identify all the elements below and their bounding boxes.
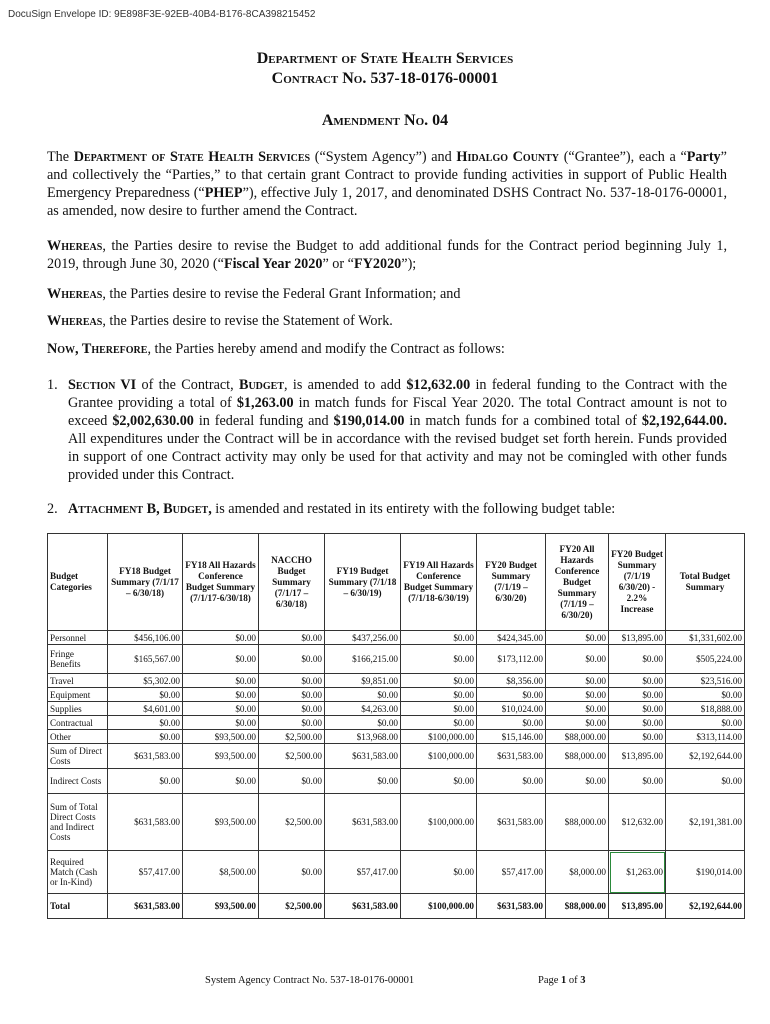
table-cell: $424,345.00 bbox=[477, 631, 546, 645]
column-header: FY19 All Hazards Conference Budget Summary (7/1/18-6/30/19) bbox=[401, 534, 477, 631]
column-header: FY20 Budget Summary (7/1/19 6/30/20) - 2.2% Increase bbox=[609, 534, 666, 631]
table-cell: $0.00 bbox=[546, 688, 609, 702]
table-cell: $57,417.00 bbox=[108, 851, 183, 894]
table-cell: $0.00 bbox=[477, 769, 546, 794]
table-cell: $631,583.00 bbox=[108, 794, 183, 851]
column-header: NACCHO Budget Summary (7/1/17 – 6/30/18) bbox=[259, 534, 325, 631]
table-cell: $4,263.00 bbox=[325, 702, 401, 716]
table-cell: $2,192,644.00 bbox=[666, 894, 745, 919]
table-cell: $93,500.00 bbox=[183, 730, 259, 744]
table-cell: $0.00 bbox=[183, 688, 259, 702]
table-cell: $88,000.00 bbox=[546, 744, 609, 769]
table-cell: $0.00 bbox=[259, 631, 325, 645]
table-cell: $0.00 bbox=[401, 851, 477, 894]
column-header: FY18 All Hazards Conference Budget Summary (7/1/17-6/30/18) bbox=[183, 534, 259, 631]
table-cell: $0.00 bbox=[609, 645, 666, 674]
table-row bbox=[48, 674, 745, 688]
table-cell: $2,500.00 bbox=[259, 794, 325, 851]
table-cell: $100,000.00 bbox=[401, 744, 477, 769]
table-row bbox=[48, 769, 745, 794]
table-cell: $631,583.00 bbox=[325, 744, 401, 769]
table-cell: $88,000.00 bbox=[546, 894, 609, 919]
table-cell: $0.00 bbox=[401, 645, 477, 674]
table-cell: Personnel bbox=[48, 631, 108, 645]
table-cell: $0.00 bbox=[401, 716, 477, 730]
table-cell: $165,567.00 bbox=[108, 645, 183, 674]
table-row bbox=[48, 716, 745, 730]
table-cell: $0.00 bbox=[609, 702, 666, 716]
table-cell: Equipment bbox=[48, 688, 108, 702]
table-cell: $631,583.00 bbox=[477, 894, 546, 919]
table-cell: $8,500.00 bbox=[183, 851, 259, 894]
table-cell: Supplies bbox=[48, 702, 108, 716]
table-cell: $13,895.00 bbox=[609, 631, 666, 645]
table-cell: $0.00 bbox=[108, 769, 183, 794]
table-cell: $631,583.00 bbox=[477, 744, 546, 769]
table-cell: $0.00 bbox=[108, 716, 183, 730]
table-cell: $631,583.00 bbox=[325, 794, 401, 851]
table-cell: Contractual bbox=[48, 716, 108, 730]
table-cell: $0.00 bbox=[666, 716, 745, 730]
table-cell: $2,191,381.00 bbox=[666, 794, 745, 851]
table-cell: $0.00 bbox=[325, 688, 401, 702]
table-row bbox=[48, 688, 745, 702]
table-cell: $4,601.00 bbox=[108, 702, 183, 716]
table-cell: $12,632.00 bbox=[609, 794, 666, 851]
table-cell: $10,024.00 bbox=[477, 702, 546, 716]
table-cell: $0.00 bbox=[546, 645, 609, 674]
table-cell: Indirect Costs bbox=[48, 769, 108, 794]
table-cell: $0.00 bbox=[259, 674, 325, 688]
column-header: FY20 Budget Summary (7/1/19 – 6/30/20) bbox=[477, 534, 546, 631]
column-header: Total Budget Summary bbox=[666, 534, 745, 631]
table-cell: $0.00 bbox=[183, 769, 259, 794]
table-cell: $0.00 bbox=[477, 716, 546, 730]
table-cell: $0.00 bbox=[183, 645, 259, 674]
table-cell: $57,417.00 bbox=[325, 851, 401, 894]
table-cell: $0.00 bbox=[401, 674, 477, 688]
table-cell: $18,888.00 bbox=[666, 702, 745, 716]
table-cell: $0.00 bbox=[259, 645, 325, 674]
table-cell: $0.00 bbox=[546, 702, 609, 716]
table-cell: $631,583.00 bbox=[477, 794, 546, 851]
table-row bbox=[48, 794, 745, 851]
table-cell: $13,895.00 bbox=[609, 744, 666, 769]
table-cell: $13,968.00 bbox=[325, 730, 401, 744]
column-header: FY19 Budget Summary (7/1/18 – 6/30/19) bbox=[325, 534, 401, 631]
table-cell: $0.00 bbox=[609, 730, 666, 744]
table-cell: $0.00 bbox=[183, 674, 259, 688]
table-cell: $23,516.00 bbox=[666, 674, 745, 688]
table-cell: $0.00 bbox=[259, 702, 325, 716]
table-cell: $0.00 bbox=[401, 702, 477, 716]
whereas-sow-paragraph: Whereas, the Parties desire to revise the Statement of Work. bbox=[47, 313, 393, 329]
table-cell: $93,500.00 bbox=[183, 794, 259, 851]
table-cell: $505,224.00 bbox=[666, 645, 745, 674]
table-row bbox=[48, 851, 745, 894]
table-cell: $0.00 bbox=[259, 716, 325, 730]
table-cell: $2,500.00 bbox=[259, 730, 325, 744]
table-cell: $88,000.00 bbox=[546, 730, 609, 744]
table-cell: $0.00 bbox=[666, 769, 745, 794]
table-cell: $100,000.00 bbox=[401, 794, 477, 851]
table-cell: $456,106.00 bbox=[108, 631, 183, 645]
table-cell: $631,583.00 bbox=[108, 894, 183, 919]
table-total-row bbox=[48, 894, 745, 919]
table-cell: $1,331,602.00 bbox=[666, 631, 745, 645]
column-header: Budget Categories bbox=[48, 534, 108, 631]
table-cell: $437,256.00 bbox=[325, 631, 401, 645]
amendment-item-2: 2. Attachment B, Budget, is amended and restated in its entirety with the following budget table: bbox=[47, 501, 616, 517]
table-cell: $0.00 bbox=[108, 730, 183, 744]
table-cell: $0.00 bbox=[183, 716, 259, 730]
table-cell: $57,417.00 bbox=[477, 851, 546, 894]
table-cell: $0.00 bbox=[609, 674, 666, 688]
table-cell: $0.00 bbox=[401, 631, 477, 645]
table-cell: $631,583.00 bbox=[108, 744, 183, 769]
table-row bbox=[48, 702, 745, 716]
table-row bbox=[48, 744, 745, 769]
amendment-item-1: 1. Section VI of the Contract, Budget, is amended to add $12,632.00 in federal funding to the Contract with the Grantee providing a total of $1,263.00 in match funds for Fiscal Year 2020. The total Contract amount is not to exceed $2,002,630.00 in federal funding and $190,014.00 in match funds for a combined total of $2,192,644.00. All expenditures under the Contract will be in accordance with the revised budget set forth herein. Funds provided in support of one Contract activity may only be used for that activity and may not be comingled with other funds provided under this Contract. bbox=[47, 377, 727, 483]
table-cell: $0.00 bbox=[325, 716, 401, 730]
table-cell: $5,302.00 bbox=[108, 674, 183, 688]
table-cell: $0.00 bbox=[259, 851, 325, 894]
contract-number-title: Contract No. 537-18-0176-00001 bbox=[271, 70, 499, 87]
table-cell: $0.00 bbox=[609, 688, 666, 702]
table-cell: $0.00 bbox=[546, 674, 609, 688]
table-cell: Sum of Total Direct Costs and Indirect Costs bbox=[48, 794, 108, 851]
table-cell: $0.00 bbox=[183, 631, 259, 645]
table-cell: $15,146.00 bbox=[477, 730, 546, 744]
table-cell: Travel bbox=[48, 674, 108, 688]
table-cell: $8,000.00 bbox=[546, 851, 609, 894]
table-cell: $1,263.00 bbox=[609, 851, 666, 894]
table-cell: $0.00 bbox=[546, 631, 609, 645]
table-cell: $166,215.00 bbox=[325, 645, 401, 674]
table-cell: $313,114.00 bbox=[666, 730, 745, 744]
amendment-title: Amendment No. 04 bbox=[321, 112, 449, 129]
table-header-row bbox=[48, 534, 745, 631]
table-cell: $0.00 bbox=[609, 769, 666, 794]
table-cell: $0.00 bbox=[477, 688, 546, 702]
table-cell: $0.00 bbox=[666, 688, 745, 702]
table-cell: $0.00 bbox=[259, 688, 325, 702]
table-cell: $13,895.00 bbox=[609, 894, 666, 919]
table-cell: $2,192,644.00 bbox=[666, 744, 745, 769]
column-header: FY18 Budget Summary (7/1/17 – 6/30/18) bbox=[108, 534, 183, 631]
whereas-grant-paragraph: Whereas, the Parties desire to revise the Federal Grant Information; and bbox=[47, 286, 461, 302]
table-row bbox=[48, 631, 745, 645]
table-cell: Total bbox=[48, 894, 108, 919]
table-cell: $173,112.00 bbox=[477, 645, 546, 674]
table-cell: $0.00 bbox=[546, 769, 609, 794]
table-cell: $631,583.00 bbox=[325, 894, 401, 919]
table-row bbox=[48, 645, 745, 674]
table-cell: $0.00 bbox=[325, 769, 401, 794]
table-row bbox=[48, 730, 745, 744]
table-cell: $0.00 bbox=[401, 688, 477, 702]
footer-page-number: Page 1 of 3 bbox=[538, 975, 586, 986]
table-cell: $0.00 bbox=[546, 716, 609, 730]
intro-paragraph: The Department of State Health Services (“System Agency”) and Hidalgo County (“Grantee”), each a “Party” and collectively the “Parties,” to that certain grant Contract to provide funding activities in support of Public Health Emergency Preparedness (“PHEP”), effective July 1, 2017, and denominated DSHS Contract No. 537-18-0176-00001, as amended, now desire to further amend the Contract. bbox=[47, 149, 727, 219]
table-cell: $0.00 bbox=[401, 769, 477, 794]
table-cell: Sum of Direct Costs bbox=[48, 744, 108, 769]
table-cell: Fringe Benefits bbox=[48, 645, 108, 674]
table-cell: $100,000.00 bbox=[401, 894, 477, 919]
table-cell: Required Match (Cash or In-Kind) bbox=[48, 851, 108, 894]
table-cell: $2,500.00 bbox=[259, 894, 325, 919]
budget-table bbox=[47, 533, 745, 919]
footer-contract-number: System Agency Contract No. 537-18-0176-00001 bbox=[205, 975, 415, 986]
table-cell: $0.00 bbox=[609, 716, 666, 730]
table-cell: $9,851.00 bbox=[325, 674, 401, 688]
document-title: Department of State Health Services bbox=[256, 50, 514, 67]
table-cell: $0.00 bbox=[259, 769, 325, 794]
table-cell: $100,000.00 bbox=[401, 730, 477, 744]
whereas-budget-paragraph: Whereas, the Parties desire to revise the Budget to add additional funds for the Contract period beginning July 1, 2019, through June 30, 2020 (“Fiscal Year 2020” or “FY2020”); bbox=[47, 238, 727, 272]
docusign-envelope-id: DocuSign Envelope ID: 9E898F3E-92EB-40B4-B176-8CA398215452 bbox=[8, 9, 316, 20]
table-cell: $93,500.00 bbox=[183, 744, 259, 769]
table-cell: $0.00 bbox=[108, 688, 183, 702]
table-cell: $93,500.00 bbox=[183, 894, 259, 919]
table-cell: $0.00 bbox=[183, 702, 259, 716]
table-cell: $190,014.00 bbox=[666, 851, 745, 894]
table-cell: Other bbox=[48, 730, 108, 744]
column-header: FY20 All Hazards Conference Budget Summary (7/1/19 – 6/30/20) bbox=[546, 534, 609, 631]
table-cell: $88,000.00 bbox=[546, 794, 609, 851]
now-therefore-paragraph: Now, Therefore, the Parties hereby amend and modify the Contract as follows: bbox=[47, 341, 505, 357]
table-cell: $2,500.00 bbox=[259, 744, 325, 769]
table-cell: $8,356.00 bbox=[477, 674, 546, 688]
